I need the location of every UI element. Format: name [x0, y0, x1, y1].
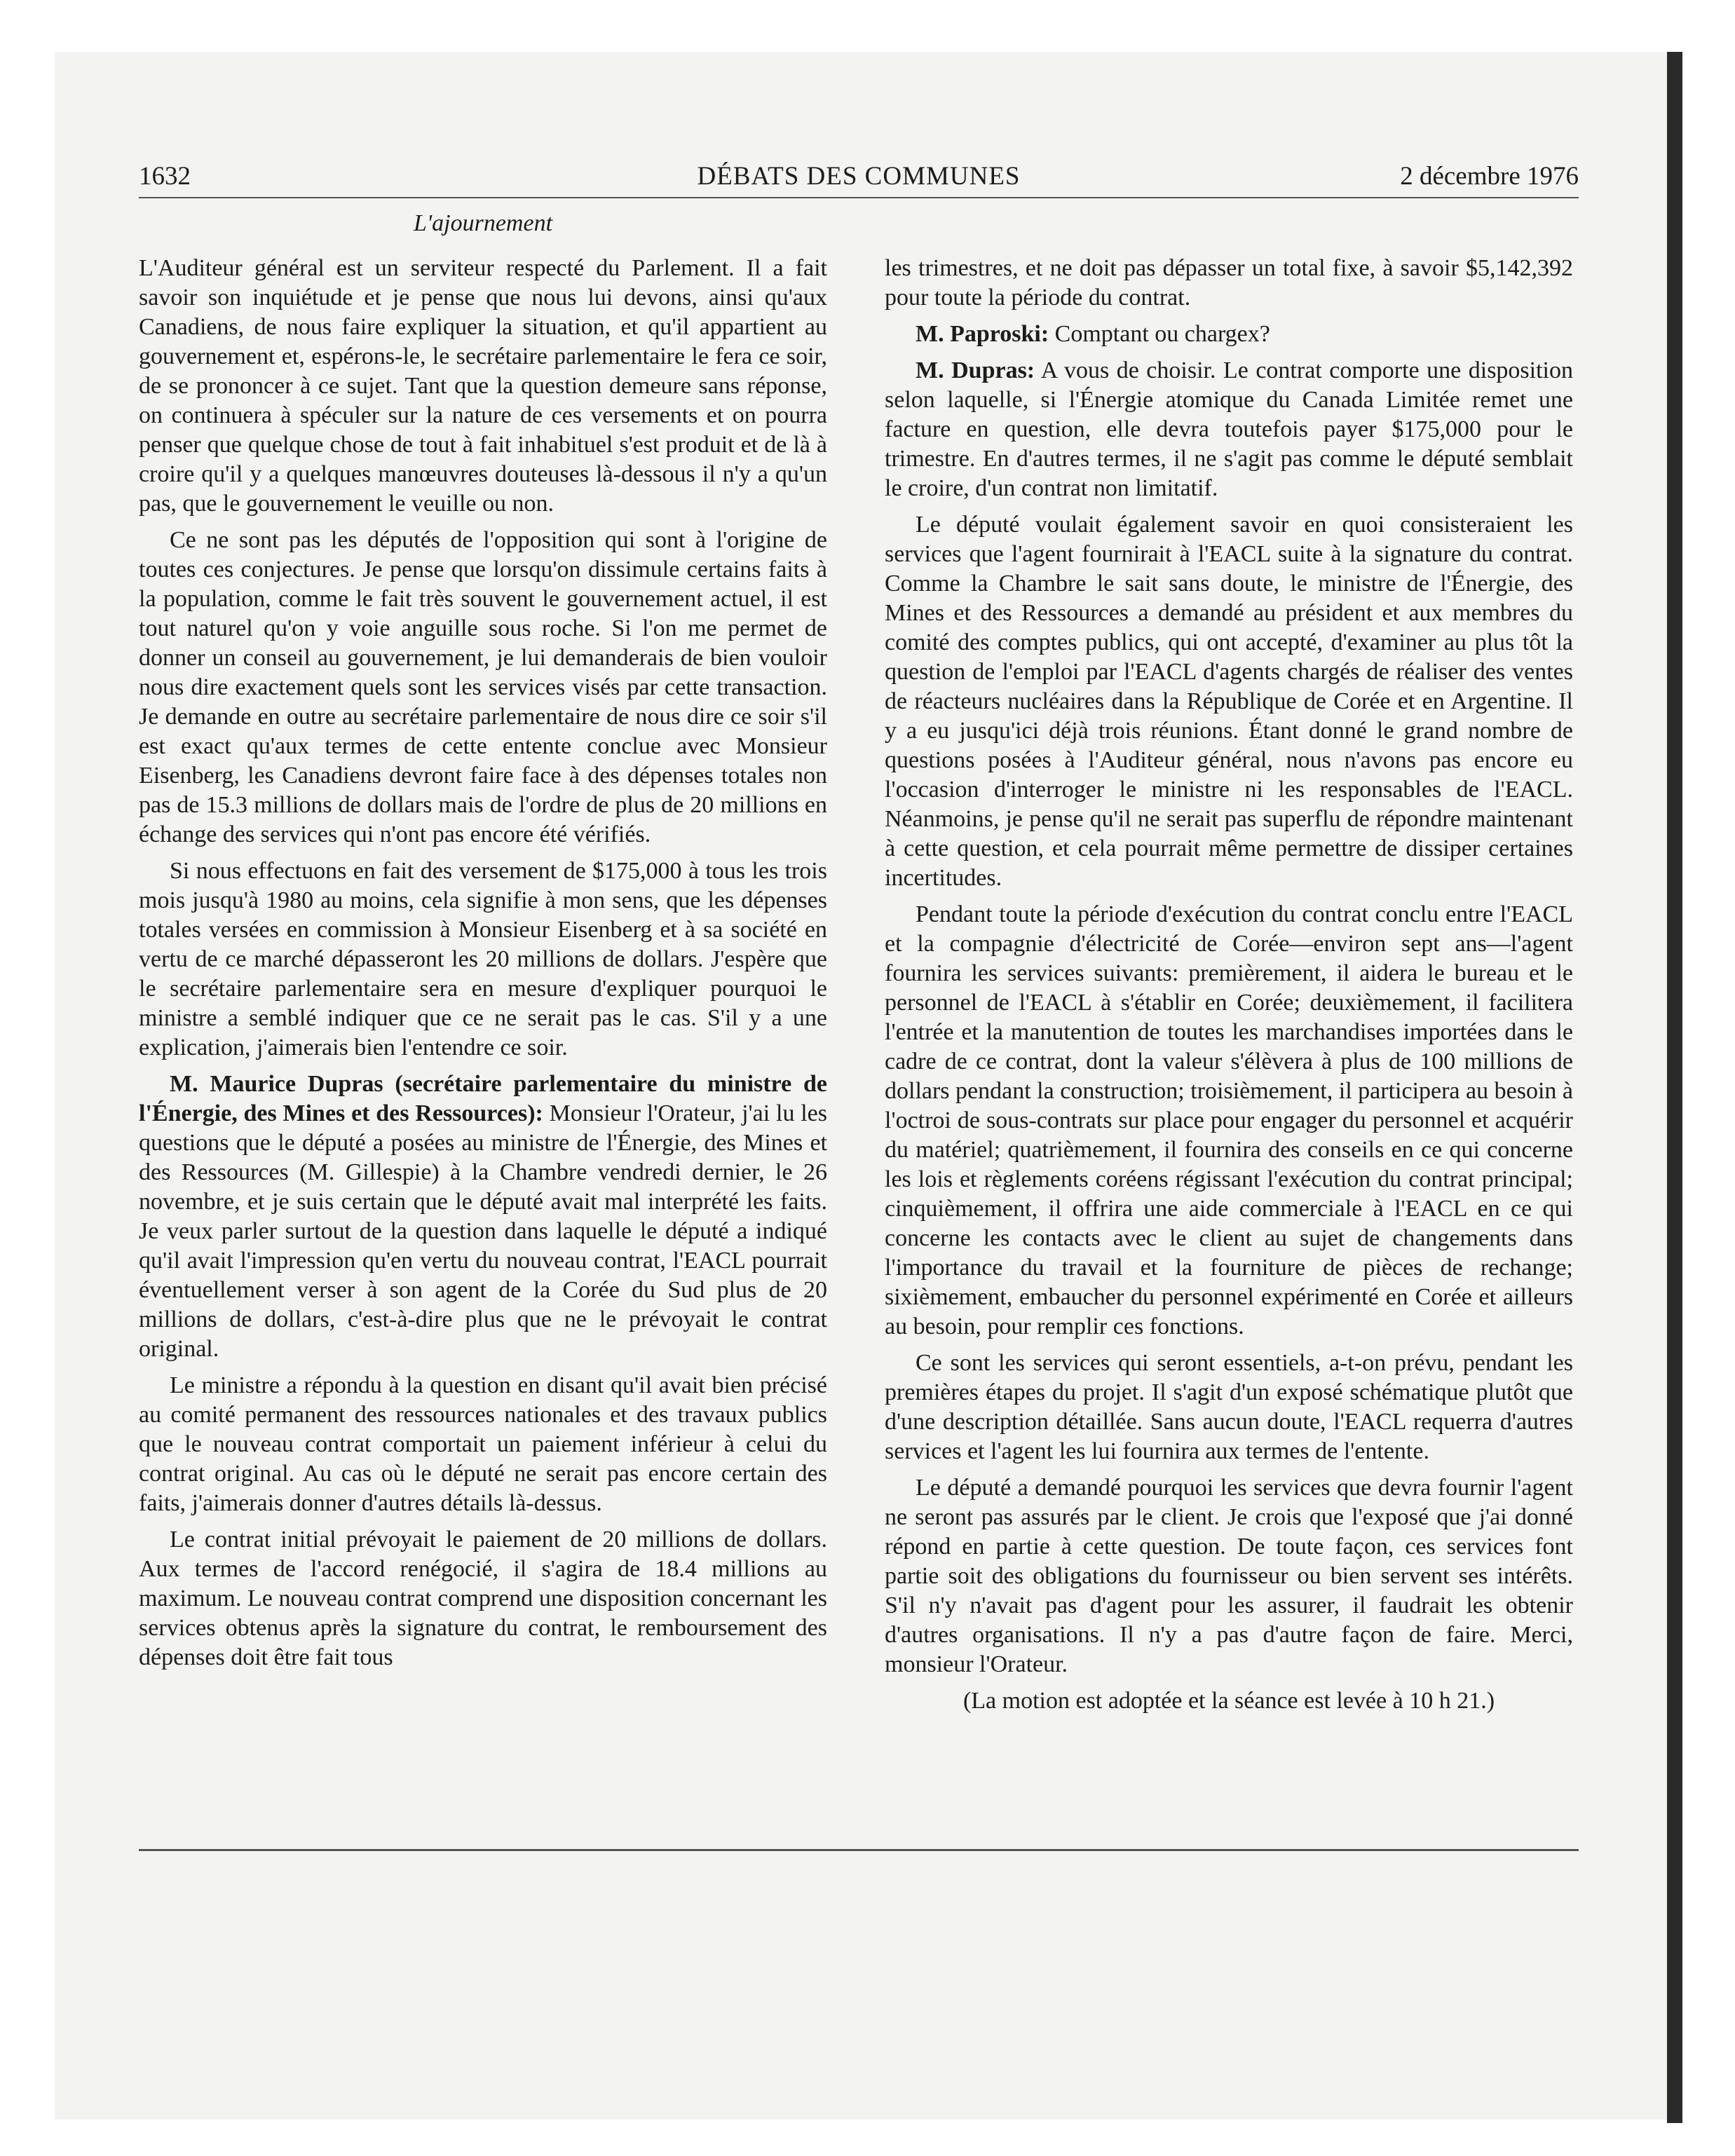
paragraph: Le député a demandé pourquoi les services que devra fournir l'agent ne seront pas assurés par le client. Je crois que l'exposé que j'ai donné répond en partie à cette question. De toute façon, ces services font partie soit des obligations du fournisseur ou bien servent ses intérêts. S'il n'y n'avait pas d'agent pour les assurer, il faudrait les obtenir d'autres organisations. Il n'y a pas d'autre façon de faire. Merci, monsieur l'Orateur. — [885, 1475, 1573, 1677]
speaker-name: M. Paproski: — [916, 321, 1049, 347]
paragraph: Le contrat initial prévoyait le paiement de 20 millions de dollars. Aux termes de l'accord renégocié, il s'agira de 18.4 millions au maximum. Le nouveau contrat comprend une disposition concernant les services obtenus après la signature du contrat, le remboursement des dépenses doit être fait tous — [139, 1527, 827, 1670]
speech-text: Comptant ou chargex? — [1054, 321, 1270, 347]
paragraph: Ce ne sont pas les députés de l'opposition qui sont à l'origine de toutes ces conjectures. Je pense que lorsqu'on dissimule certains faits à la population, comme le fait très souvent le gouvernement actuel, il est tout naturel qu'on y voie anguille sous roche. Si l'on me permet de donner un conseil au gouvernement, je lui demanderais de bien vouloir nous dire exactement quels sont les services visés par cette transaction. Je demande en outre au secrétaire parlementaire de nous dire ce soir s'il est exact qu'aux termes de cette entente conclue avec Monsieur Eisenberg, les Canadiens devront faire face à des dépenses totales non pas de 15.3 millions de dollars mais de l'ordre de plus de 20 millions en échange des services qui n'ont pas encore été vérifiés. — [139, 527, 827, 847]
speech-paragraph — [885, 356, 1573, 503]
page-number: 1632 — [139, 162, 191, 191]
header-date: 2 décembre 1976 — [1400, 162, 1579, 191]
left-column — [139, 254, 827, 1679]
speech-text: A vous de choisir. Le contrat comporte une disposition selon laquelle, si l'Énergie atomique du Canada Limitée remet une facture en question, elle devra toutefois payer $175,000 pour le trimestre. En d'autres termes, il ne s'agit pas comme le député semblait le croire, d'un contrat non limitatif. — [885, 357, 1574, 501]
paragraph: Ce sont les services qui seront essentiels, a-t-on prévu, pendant les premières étapes du projet. Il s'agit d'un exposé schématique plutôt que d'une description détaillée. Sans aucun doute, l'EACL requerra d'autres services et l'agent les lui fournira aux termes de l'entente. — [885, 1350, 1573, 1464]
speaker-name: M. Dupras: — [916, 357, 1035, 383]
scan-edge-shadow — [1667, 52, 1682, 2123]
section-title: L'ajournement — [413, 210, 553, 236]
paragraph: Si nous effectuons en fait des versement de $175,000 à tous les trois mois jusqu'à 1980 au moins, cela signifie à mon sens, que les dépenses totales versées en commission à Monsieur Eisenberg et à sa société en vertu de ce marché dépasseront les 20 millions de dollars. J'espère que le secrétaire parlementaire sera en mesure d'expliquer pourquoi le ministre a semblé indiquer que ce ne serait pas le cas. S'il y a une explication, j'aimerais bien l'entendre ce soir. — [139, 858, 827, 1060]
paragraph: Le député voulait également savoir en quoi consisteraient les services que l'agent fournirait à l'EACL suite à la signature du contrat. Comme la Chambre le sait sans doute, le ministre de l'Énergie, des Mines et des Ressources a demandé au président et aux membres du comité des comptes publics, qui ont accepté, d'examiner au plus tôt la question de l'emploi par l'EACL d'agents chargés de réaliser des ventes de réacteurs nucléaires dans la République de Corée et en Argentine. Il y a eu jusqu'ici déjà trois réunions. Étant donné le grand nombre de questions posées à l'Auditeur général, nous n'avons pas encore eu l'occasion d'interroger le ministre ni les responsables de l'EACL. Néanmoins, je pense qu'il ne serait pas superflu de répondre maintenant à cette question, et cela pourrait même permettre de dissiper certaines incertitudes. — [885, 512, 1573, 891]
paragraph: les trimestres, et ne doit pas dépasser un total fixe, à savoir $5,142,392 pour toute la période du contrat. — [885, 255, 1573, 311]
speech-paragraph — [139, 1070, 827, 1364]
header-rule — [139, 197, 1579, 198]
speaker-name: M. Maurice Dupras (secrétaire parlementaire du ministre de l'Énergie, des Mines et des Ressources): — [139, 1071, 827, 1126]
paragraph: Le ministre a répondu à la question en disant qu'il avait bien précisé au comité permanent des ressources nationales et des travaux publics que le nouveau contrat comportait un paiement inférieur à celui du contrat original. Au cas où le député ne serait pas encore certain des faits, j'aimerais donner d'autres détails là-dessus. — [139, 1372, 827, 1516]
closing-note: (La motion est adoptée et la séance est levée à 10 h 21.) — [962, 1688, 1495, 1714]
speech-text: Monsieur l'Orateur, j'ai lu les questions que le député a posées au ministre de l'Énergie, des Mines et des Ressources (M. Gillespie) à la Chambre vendredi dernier, le 26 novembre, et je suis certain que le député avait mal interprété les faits. Je veux parler surtout de la question dans laquelle le député a indiqué qu'il avait l'impression qu'en vertu du nouveau contrat, l'EACL pourrait éventuellement verser à son agent de la Corée du Sud plus de 20 millions de dollars, c'est-à-dire plus que ne le prévoyait le contrat original. — [139, 1100, 828, 1362]
paragraph: Pendant toute la période d'exécution du contrat conclu entre l'EACL et la compagnie d'électricité de Corée—environ sept ans—l'agent fournira les services suivants: premièrement, il aidera le bureau et le personnel de l'EACL à s'établir en Corée; deuxièmement, il facilitera l'entrée et la manutention de toutes les marchandises importées dans le cadre de ce contrat, dont la valeur s'élèvera à plus de 100 millions de dollars pendant la construction; troisièmement, il participera au besoin à l'octroi de sous-contrats sur place pour engager du personnel et acquérir du matériel; quatrièmement, il fournira des conseils en ce qui concerne les lois et règlements coréens régissant l'exécution du contrat principal; cinquièmement, il offrira une aide commerciale à l'EACL en ce qui concerne les contacts avec le client au sujet de changements dans l'importance du travail et la fourniture de pièces de rechange; sixièmement, embaucher du personnel expérimenté en Corée et ailleurs au besoin, pour remplir ces fonctions. — [885, 901, 1573, 1339]
publication-title: DÉBATS DES COMMUNES — [697, 162, 1021, 191]
right-column — [885, 254, 1573, 1723]
paragraph: L'Auditeur général est un serviteur respecté du Parlement. Il a fait savoir son inquiétude et je pense que nous lui devons, ainsi qu'aux Canadiens, de nous faire expliquer la situation, et qu'il appartient au gouvernement et, espérons-le, le secrétaire parlementaire le fera ce soir, de se prononcer à ce sujet. Tant que la question demeure sans réponse, on continuera à spéculer sur la nature de ces versements et on pourra penser que quelque chose de tout à fait inhabituel s'est produit et de là à croire qu'il y a quelques manœuvres douteuses là-dessous il n'y a qu'un pas, que le gouvernement le veuille ou non. — [139, 255, 827, 517]
footer-rule — [139, 1849, 1579, 1851]
speech-paragraph — [885, 320, 1573, 349]
